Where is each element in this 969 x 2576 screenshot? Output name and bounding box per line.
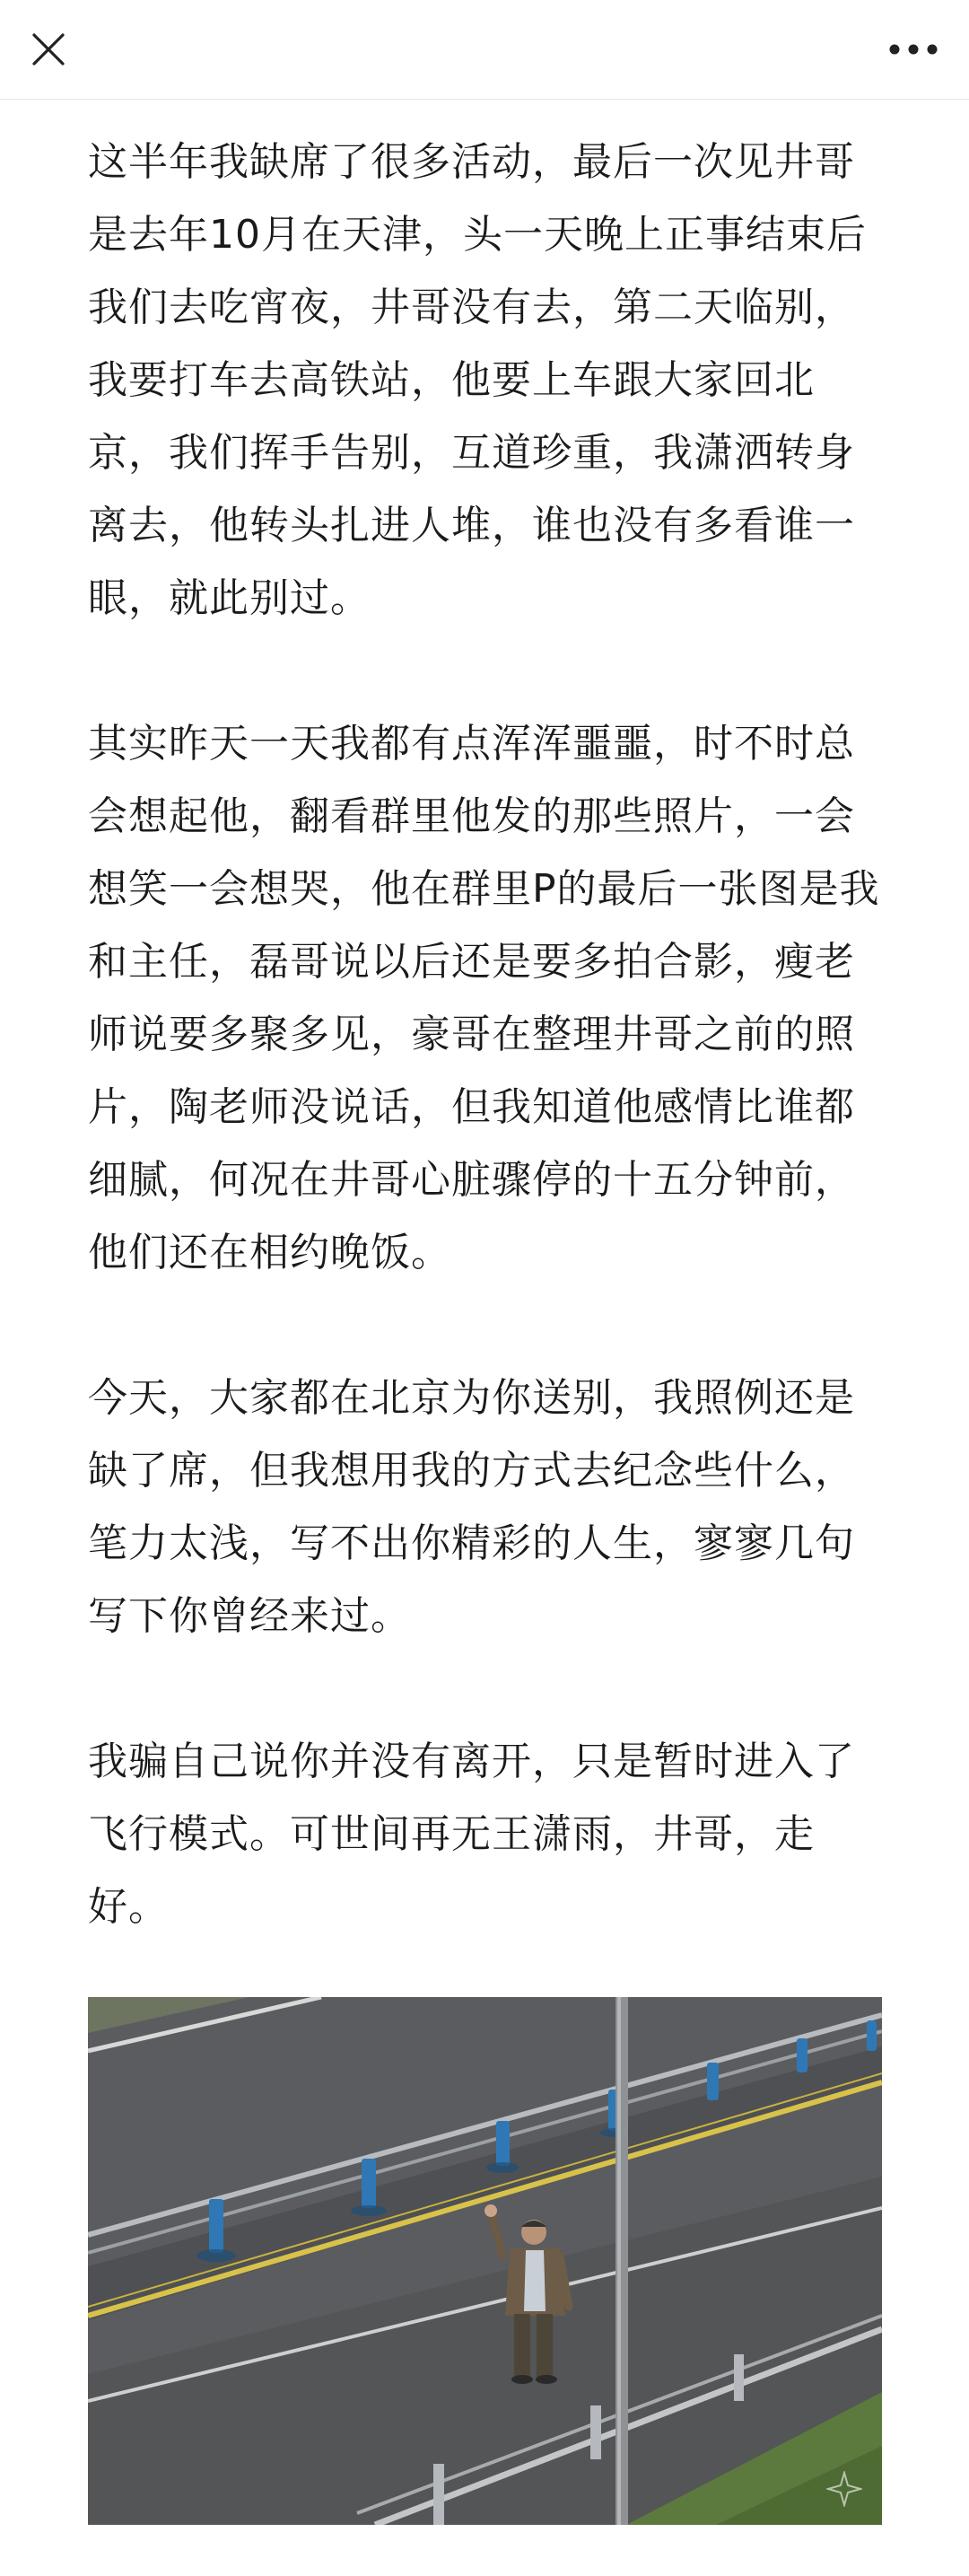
- close-button[interactable]: [23, 24, 74, 74]
- top-bar: [0, 0, 969, 100]
- article-paragraph: 其实昨天一天我都有点浑浑噩噩，时不时总会想起他，翻看群里他发的那些照片，一会想笑一会想哭，他在群里P的最后一张图是我和主任，磊哥说以后还是要多拍合影，瘦老师说要多聚多见，豪哥在整理井哥之前的照片，陶老师没说话，但我知道他感情比谁都细腻，何况在井哥心脏骤停的十五分钟前，他们还在相约晚饭。: [88, 721, 880, 1275]
- more-horizontal-icon: [888, 43, 938, 56]
- article-paragraph: 我骗自己说你并没有离开，只是暂时进入了飞行模式。可世间再无王潇雨，井哥，走好。: [88, 1739, 855, 1930]
- article-body: [88, 126, 886, 2016]
- article-photo[interactable]: [88, 1997, 882, 2525]
- close-icon: [31, 31, 66, 67]
- more-options-button[interactable]: [881, 24, 946, 74]
- article-paragraph: 今天，大家都在北京为你送别，我照例还是缺了席，但我想用我的方式去纪念些什么，笔力太浅，写不出你精彩的人生，寥寥几句写下你曾经来过。: [88, 1375, 855, 1639]
- highway-scene: [88, 1997, 882, 2525]
- article-paragraph: 这半年我缺席了很多活动，最后一次见井哥是去年10月在天津，头一天晚上正事结束后我们去吃宵夜，井哥没有去，第二天临别，我要打车去高铁站，他要上车跟大家回北京，我们挥手告别，互道珍重，我潇洒转身离去，他转头扎进人堆，谁也没有多看谁一眼，就此别过。: [88, 139, 867, 621]
- sparkle-icon: [826, 2471, 862, 2507]
